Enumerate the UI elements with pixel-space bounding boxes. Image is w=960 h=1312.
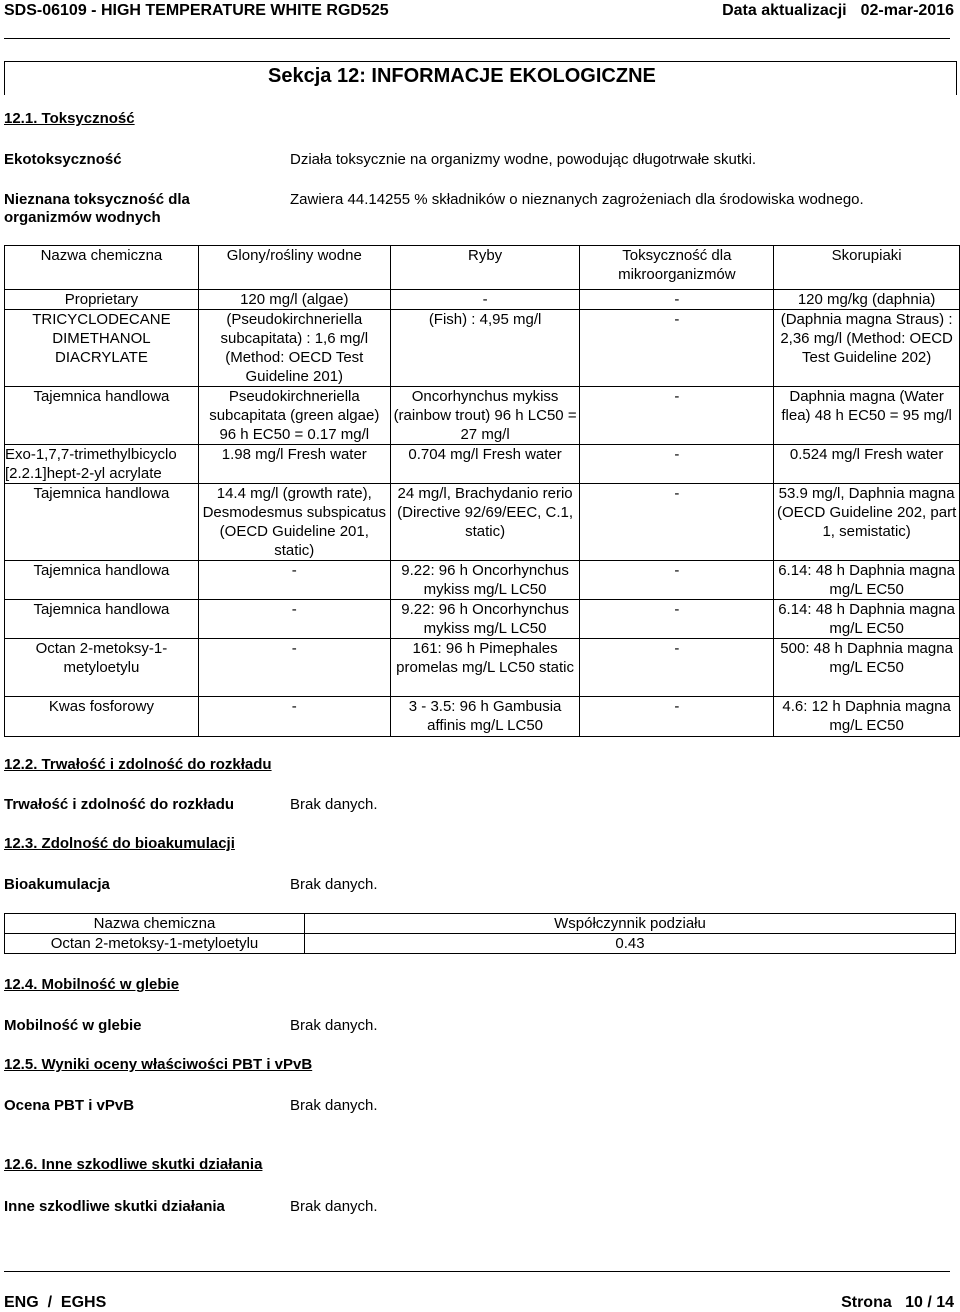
pbt-label: Ocena PBT i vPvB <box>4 1097 135 1114</box>
document-code: SDS-06109 - HIGH TEMPERATURE WHITE RGD525 <box>4 2 389 19</box>
table-row <box>5 561 960 600</box>
table-row <box>5 600 960 639</box>
cell-algae: - <box>198 697 390 737</box>
revision-date <box>708 2 954 20</box>
unknown-toxicity-label-line1: Nieznana toksyczność dla <box>4 191 190 208</box>
col-header-partition: Współczynnik podziału <box>305 914 956 934</box>
revision-date-label: Data aktualizacji <box>722 2 847 19</box>
bioaccumulation-label: Bioakumulacja <box>4 876 110 893</box>
cell-crustaceans: 120 mg/kg (daphnia) <box>774 290 960 310</box>
table-row <box>5 639 960 697</box>
ecotoxicity-label: Ekotoksyczność <box>4 151 122 168</box>
subsection-heading-12-3: 12.3. Zdolność do bioakumulacji <box>4 835 235 852</box>
header-rule <box>4 38 950 39</box>
cell-fish: - <box>390 290 580 310</box>
cell-algae: 1.98 mg/l Fresh water <box>198 445 390 484</box>
footer-rule <box>4 1271 950 1272</box>
table-row <box>5 445 960 484</box>
cell-algae: - <box>198 561 390 600</box>
cell-algae: (Pseudokirchneriella subcapitata) : 1,6 mg/l (Method: OECD Test Guideline 201) <box>198 310 390 387</box>
cell-crustaceans: 53.9 mg/l, Daphnia magna (OECD Guideline 202, part 1, semistatic) <box>774 484 960 561</box>
cell-chemical: Tajemnica handlowa <box>5 484 199 561</box>
ecotoxicity-value: Działa toksycznie na organizmy wodne, powodując długotrwałe skutki. <box>290 151 757 168</box>
toxicity-table <box>4 245 960 737</box>
col-header-chemical: Nazwa chemiczna <box>5 246 199 290</box>
cell-chemical: Proprietary <box>5 290 199 310</box>
table-row <box>5 290 960 310</box>
unknown-toxicity-value: Zawiera 44.14255 % składników o nieznanych zagrożeniach dla środowiska wodnego. <box>290 191 864 208</box>
cell-micro: - <box>580 600 774 639</box>
cell-chemical: Tajemnica handlowa <box>5 600 199 639</box>
cell-micro: - <box>580 639 774 697</box>
cell-micro: - <box>580 310 774 387</box>
other-effects-value: Brak danych. <box>290 1198 378 1215</box>
table-row <box>5 934 956 954</box>
cell-fish: 24 mg/l, Brachydanio rerio (Directive 92/69/EEC, C.1, static) <box>390 484 580 561</box>
cell-algae: - <box>198 600 390 639</box>
page-number: Strona 10 / 14 <box>841 1294 954 1311</box>
cell-crustaceans: (Daphnia magna Straus) : 2,36 mg/l (Method: OECD Test Guideline 202) <box>774 310 960 387</box>
partition-coefficient-table <box>4 913 956 954</box>
cell-chemical: Octan 2-metoksy-1-metyloetylu <box>5 934 305 954</box>
cell-crustaceans: 500: 48 h Daphnia magna mg/L EC50 <box>774 639 960 697</box>
mobility-label: Mobilność w glebie <box>4 1017 142 1034</box>
cell-micro: - <box>580 445 774 484</box>
cell-algae: - <box>198 639 390 697</box>
cell-crustaceans: 0.524 mg/l Fresh water <box>774 445 960 484</box>
cell-chemical: Tajemnica handlowa <box>5 561 199 600</box>
table-row <box>5 310 960 387</box>
cell-fish: 9.22: 96 h Oncorhynchus mykiss mg/L LC50 <box>390 561 580 600</box>
cell-micro: - <box>580 561 774 600</box>
cell-crustaceans: 4.6: 12 h Daphnia magna mg/L EC50 <box>774 697 960 737</box>
cell-fish: Oncorhynchus mykiss (rainbow trout) 96 h LC50 = 27 mg/l <box>390 387 580 445</box>
cell-partition: 0.43 <box>305 934 956 954</box>
col-header-microorganisms: Toksyczność dla mikroorganizmów <box>580 246 774 290</box>
cell-fish: 0.704 mg/l Fresh water <box>390 445 580 484</box>
unknown-toxicity-label-line2: organizmów wodnych <box>4 209 161 226</box>
cell-fish: 9.22: 96 h Oncorhynchus mykiss mg/L LC50 <box>390 600 580 639</box>
table-row <box>5 697 960 737</box>
subsection-heading-12-2: 12.2. Trwałość i zdolność do rozkładu <box>4 756 272 773</box>
cell-fish: 3 - 3.5: 96 h Gambusia affinis mg/L LC50 <box>390 697 580 737</box>
other-effects-label: Inne szkodliwe skutki działania <box>4 1198 225 1215</box>
cell-crustaceans: 6.14: 48 h Daphnia magna mg/L EC50 <box>774 600 960 639</box>
cell-crustaceans: 6.14: 48 h Daphnia magna mg/L EC50 <box>774 561 960 600</box>
cell-algae: 14.4 mg/l (growth rate), Desmodesmus subspicatus (OECD Guideline 201, static) <box>198 484 390 561</box>
cell-crustaceans: Daphnia magna (Water flea) 48 h EC50 = 95 mg/l <box>774 387 960 445</box>
col-header-algae: Glony/rośliny wodne <box>198 246 390 290</box>
toxicity-table-header-row <box>5 246 960 290</box>
cell-chemical: Kwas fosforowy <box>5 697 199 737</box>
cell-chemical: Octan 2-metoksy-1-metyloetylu <box>5 639 199 697</box>
cell-micro: - <box>580 290 774 310</box>
pbt-value: Brak danych. <box>290 1097 378 1114</box>
subsection-heading-12-6: 12.6. Inne szkodliwe skutki działania <box>4 1156 263 1173</box>
cell-fish: (Fish) : 4,95 mg/l <box>390 310 580 387</box>
col-header-crustaceans: Skorupiaki <box>774 246 960 290</box>
cell-chemical: Tajemnica handlowa <box>5 387 199 445</box>
cell-micro: - <box>580 697 774 737</box>
partition-table-header-row <box>5 914 956 934</box>
revision-date-value: 02-mar-2016 <box>860 2 954 19</box>
persistence-value: Brak danych. <box>290 796 378 813</box>
col-header-chemical: Nazwa chemiczna <box>5 914 305 934</box>
cell-micro: - <box>580 387 774 445</box>
table-row <box>5 484 960 561</box>
section-title-box <box>4 61 957 95</box>
mobility-value: Brak danych. <box>290 1017 378 1034</box>
cell-chemical: TRICYCLODECANE DIMETHANOL DIACRYLATE <box>5 310 199 387</box>
section-title: Sekcja 12: INFORMACJE EKOLOGICZNE <box>268 65 656 87</box>
cell-fish: 161: 96 h Pimephales promelas mg/L LC50 static <box>390 639 580 697</box>
subsection-heading-12-4: 12.4. Mobilność w glebie <box>4 976 180 993</box>
cell-chemical: Exo-1,7,7-trimethylbicyclo [2.2.1]hept-2-yl acrylate <box>5 445 199 484</box>
footer-format: ENG / EGHS <box>4 1294 107 1311</box>
page-header <box>4 2 954 24</box>
table-row <box>5 387 960 445</box>
bioaccumulation-value: Brak danych. <box>290 876 378 893</box>
cell-algae: 120 mg/l (algae) <box>198 290 390 310</box>
subsection-heading-12-1: 12.1. Toksyczność <box>4 110 135 127</box>
cell-micro: - <box>580 484 774 561</box>
cell-algae: Pseudokirchneriella subcapitata (green algae) 96 h EC50 = 0.17 mg/l <box>198 387 390 445</box>
persistence-label: Trwałość i zdolność do rozkładu <box>4 796 235 813</box>
subsection-heading-12-5: 12.5. Wyniki oceny właściwości PBT i vPvB <box>4 1056 313 1073</box>
col-header-fish: Ryby <box>390 246 580 290</box>
